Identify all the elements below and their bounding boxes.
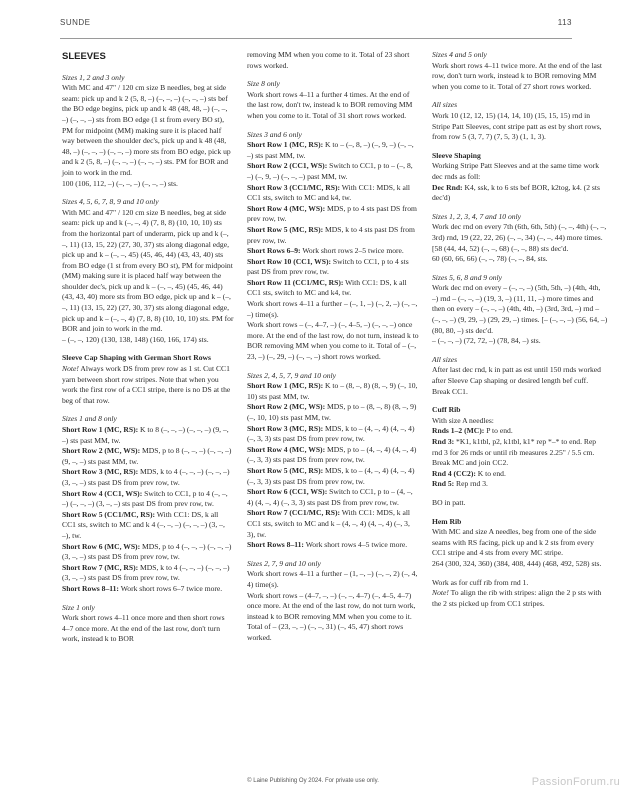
short-row-list — [247, 381, 419, 551]
row-label: Short Rows 8–11: — [247, 540, 304, 550]
row-text: MDS, k to 4 sts past DS from prev row, tw. — [247, 224, 415, 245]
cuff-round — [432, 426, 608, 437]
copyright-footer: © Laine Publishing Oy 2024. For private use only. — [247, 778, 379, 784]
row-text: With CC1: MDS, k all CC1 sts, switch to MC and k – (4, –, 4) (4, –, 4) (–, 3, 3), tw. — [247, 508, 411, 539]
short-row — [247, 445, 419, 466]
row-label: Short Row 2 (MC, WS): — [247, 402, 326, 412]
short-row — [247, 140, 419, 161]
row-label: Short Row 6 (MC, WS): — [62, 541, 141, 551]
row-text: Work short rows 2–5 twice more. — [300, 246, 404, 256]
short-row — [247, 487, 419, 508]
short-row — [247, 204, 419, 225]
note-text: To align the rib with stripes: align the 2 p sts with the 2 sts picked up from CC1 stripes. — [432, 588, 602, 608]
paragraph: Work short rows – (–, 4–7, –) (–, 4–5, –) (–, –, –) once more. At the end of the last row, do not turn, instead k to BOR removing MM when you come to it. Total of – (–, 23, –) (–, 29, –) (–, –, –) short rows worked. — [247, 320, 419, 362]
subheading-bold: Cuff Rib — [432, 405, 461, 415]
row-text: MDS, k to – (4, –, 4) (4, –, 4) (–, 3, 3) sts past DS from prev row, tw. — [247, 465, 415, 486]
row-label: Short Row 4 (MC, WS): — [247, 203, 326, 213]
short-row — [247, 508, 419, 540]
note — [432, 588, 608, 609]
paragraph: With MC and 47" / 120 cm size B needles, beg at side seam: pick up and k (–, –, 4) (7, 8, 8) (10, 10, 10) sts from the horizontal part of underarm, pick up and k (–, –, 11) (13, 15, 22) (27, 30, 37) sts along diagonal edge, pick up and k – (–, –, 45) (45, 46, 44) (43, 43, 40) sts from BO edge (1 st from every BO st), PM for midpoint (MM) making sure it is placed half way between the shoulder dec's, pick up and k – (–, –, 45) (45, 46, 44) (43, 43, 40) more sts from BO edge, pick up and k – (–, –, 11) (13, 15, 22) (27, 30, 37) sts along diagonal edge, pick up and k – (–, –, 4) (7, 8, 8) (10, 10, 10) sts. PM for BOR and join to work in the rnd. — [62, 207, 234, 334]
row-text: MDS, p to – (8, –, 8) (8, –, 9) (–, 10, 10) sts past MM, tw. — [247, 402, 417, 422]
subheading: Sizes 2, 4, 5, 7, 9 and 10 only — [247, 370, 337, 380]
row-label: Dec Rnd: — [432, 182, 463, 192]
paragraph: BO in patt. — [432, 497, 466, 507]
short-row — [62, 563, 234, 584]
row-text: Switch to CC1, p to – (–, 8, –) (–, 9, –) (–, –, –) past MM, tw. — [247, 161, 413, 181]
row-label: Short Row 11 (CC1/MC, RS): — [247, 277, 344, 287]
short-row — [247, 381, 419, 402]
row-label: Short Row 7 (MC, RS): — [62, 562, 139, 572]
row-label: Short Rows 6–9: — [247, 246, 301, 256]
column-3 — [432, 50, 608, 609]
dec-round — [432, 183, 608, 204]
row-label: Short Row 5 (CC1/MC, RS): — [62, 509, 156, 519]
cuff-round-list — [432, 426, 608, 490]
header-divider — [60, 38, 572, 39]
subheading: All sizes — [432, 100, 458, 110]
short-row — [247, 183, 419, 204]
subheading: Sizes 4, 5, 6, 7, 8, 9 and 10 only — [62, 197, 159, 207]
row-label: Short Row 4 (CC1, WS): — [62, 488, 143, 498]
paragraph: Work 10 (12, 12, 15) (14, 14, 10) (15, 15, 15) rnd in Stripe Patt Sleeves, cont stripe patt as est by short rows, from row 5 (3, 7, 7) (7, 5, 3) (1, 1, 3). — [432, 110, 602, 142]
subheading: Sizes 4 and 5 only — [432, 50, 487, 59]
subheading: All sizes — [432, 354, 458, 364]
row-label: Short Rows 8–11: — [62, 583, 119, 593]
row-text: P to end. — [484, 426, 513, 436]
row-text: MDS, k to – (4, –, 4) (4, –, 4) (–, 3, 3) sts past DS from prev row, tw. — [247, 423, 415, 444]
row-text: Switch to CC1, p to – (4, –, 4) (4, –, 4) (–, 3, 3) sts past DS from prev row, tw. — [247, 487, 413, 507]
short-row — [247, 246, 419, 257]
row-text: *K1, k1tbl, p2, k1tbl, k1* rep *–* to end. Rep rnd 3 for 26 rnds or until rib measures 2.25" / 5.5 cm. Break MC and join CC2. — [432, 437, 597, 468]
row-text: Work short rows 6–7 twice more. — [118, 583, 223, 593]
short-row — [62, 510, 234, 542]
short-row — [62, 489, 234, 510]
short-row — [62, 542, 234, 563]
stitch-total: – (–, –, –) (72, 72, –) (78, 84, –) sts. — [432, 336, 541, 346]
row-text: MDS, k to 4 (–, –, –) (–, –, –) (3, –, –) sts past DS from prev row, tw. — [62, 562, 230, 583]
subheading: Size 1 only — [62, 602, 95, 612]
subheading: Size 8 only — [247, 79, 280, 89]
row-label: Short Row 5 (MC, RS): — [247, 224, 324, 234]
page-header — [60, 18, 572, 32]
paragraph: Work short rows 4–11 a further – (–, 1, –) (–, 2, –) (–, –, –) time(s). — [247, 299, 418, 319]
row-text: K to – (–, 8, –) (–, 9, –) (–, –, –) sts past MM, tw. — [247, 140, 414, 160]
paragraph: With MC and size A needles, beg from one of the side seams with RS facing, pick up and k 2 sts from every CC1 stripe and 4 sts from every MC stripe. — [432, 527, 597, 558]
paragraph: Work short rows 4–11 a further – (1, –, –) (–, –, 2) (–, 4, 4) time(s). — [247, 569, 418, 589]
paragraph: Work short rows 4–11 twice more. At the end of the last row, don't turn work, instead k to BOR removing MM when you come to it. Total of 27 short rows worked. — [432, 60, 602, 91]
column-1 — [62, 50, 234, 645]
short-row — [247, 161, 419, 182]
row-label: Short Row 6 (CC1, WS): — [247, 487, 328, 497]
subheading-bold: Sleeve Cap Shaping with German Short Rows — [62, 353, 211, 363]
note — [62, 364, 234, 406]
row-text: MDS, p to 4 (–, –, –) (–, –, –) (3, –, –) sts past DS from prev row, tw. — [62, 541, 232, 562]
short-row — [247, 540, 419, 551]
note-label: Note! — [62, 364, 79, 374]
row-text: K to end. — [475, 468, 506, 478]
subheading-bold: Hem Rib — [432, 516, 462, 526]
cuff-round — [432, 437, 608, 469]
short-row — [247, 402, 419, 423]
section-title: SLEEVES — [62, 51, 106, 62]
row-label: Rnd 5: — [432, 479, 455, 489]
short-row-list — [62, 425, 234, 595]
row-label: Short Row 7 (CC1/MC, RS): — [247, 508, 341, 518]
row-text: Switch to CC1, p to 4 sts past DS from prev row, tw. — [247, 256, 409, 277]
subheading: Sizes 1 and 8 only — [62, 414, 117, 424]
cuff-round — [432, 469, 608, 480]
subheading: Sizes 5, 6, 8 and 9 only — [432, 272, 503, 282]
row-label: Short Row 10 (CC1, WS): — [247, 256, 332, 266]
paragraph: Work dec rnd on every 7th (6th, 6th, 5th) (–, –, 4th) (–, –, 3rd) rnd, 19 (22, 22, 26) (–, –, 34) (–, –, 44) more times. [58 (44, 44, 52) (–, –, 68) (–, –, 88) sts dec'd. — [432, 222, 607, 253]
row-text: Work short rows 4–5 twice more. — [303, 540, 408, 550]
paragraph: With MC and 47" / 120 cm size B needles, beg at side seam: pick up and k 2 (5, 8, –) (–, –, –) (–, –, –) sts bef the BO edge begins, pick up and k 48 (48, 48, –) (–, –, –) (–, –, –) sts from BO edge (1 st from every BO st), PM for midpoint (MM) making sure it is placed half way between the shoulder dec's, pick up and k 48 (48, 48, –) (–, –, –) (–, –, –) more sts from BO edge, pick up and k 2 (5, 8, –) (–, –, –) (–, –, –) sts. PM for BOR and join to work in the rnd. — [62, 83, 231, 177]
stitch-total: 264 (300, 324, 360) (384, 408, 444) (468, 492, 528) sts. — [432, 558, 602, 568]
row-label: Rnd 4 (CC2): — [432, 468, 476, 478]
row-label: Short Row 1 (MC, RS): — [247, 381, 324, 391]
row-label: Short Row 4 (MC, WS): — [247, 444, 326, 454]
subheading: Sizes 2, 7, 9 and 10 only — [247, 558, 321, 568]
short-row — [62, 584, 234, 595]
row-label: Short Row 3 (MC, RS): — [62, 467, 139, 477]
paragraph: Work short rows – (4–7, –, –) (–, –, 4–7) (–, 4–5, 4–7) once more. At the end of the last row, do not turn work, instead k to BOR removing MM when you come to it. Total of – (23, –, –) (–, –, 31) (–, 45, 47) short rows worked. — [247, 590, 416, 642]
short-row — [62, 425, 234, 446]
note-text: Always work DS from prev row as 1 st. Cut CC1 yarn between short row stripes. Note that when you work the first row of a CC1 stripe, there is no DS at the beg of that row. — [62, 364, 231, 405]
paragraph: Work short rows 4–11 a further 4 times. At the end of the last row, don't tw, instead k to BOR removing MM when you come to it. Total of 31 short rows worked. — [247, 89, 413, 120]
paragraph: Work as for cuff rib from rnd 1. — [432, 577, 529, 587]
row-text: With CC1: MDS, k all CC1 sts, switch to MC and k4, tw. — [247, 182, 411, 203]
short-row — [62, 467, 234, 488]
short-row — [247, 257, 419, 278]
paragraph: With size A needles: — [432, 415, 494, 425]
short-row — [247, 424, 419, 445]
row-label: Short Row 1 (MC, RS): — [247, 140, 324, 150]
row-text: Rep rnd 3. — [454, 479, 488, 489]
short-row — [247, 278, 419, 299]
row-text: K4, ssk, k to 6 sts bef BOR, k2tog, k4. (2 sts dec'd) — [432, 182, 600, 203]
cuff-round — [432, 479, 608, 490]
row-text: MDS, k to 4 (–, –, –) (–, –, –) (3, –, –) sts past DS from prev row, tw. — [62, 467, 230, 487]
row-label: Short Row 1 (MC, RS): — [62, 425, 139, 434]
paragraph: Work short rows 4–11 once more and then short rows 4–7 once more. At the end of the last row, don't turn work, instead k to BOR — [62, 613, 225, 644]
row-text: MDS, p to 8 (–, –, –) (–, –, –) (9, –, –) sts past MM, tw. — [62, 446, 232, 466]
stitch-total: 60 (60, 66, 66) (–, –, 78) (–, –, 84, sts. — [432, 254, 548, 264]
page-number: 113 — [557, 18, 572, 27]
short-row — [62, 446, 234, 467]
row-label: Rnd 3: — [432, 437, 455, 446]
row-text: K to 8 (–, –, –) (–, –, –) (9, –, –) sts past MM, tw. — [62, 425, 229, 445]
short-row — [247, 225, 419, 246]
subheading: Sizes 1, 2, 3, 4, 7 and 10 only — [432, 211, 522, 221]
row-label: Rnds 1–2 (MC): — [432, 426, 485, 436]
row-label: Short Row 3 (CC1/MC, RS): — [247, 182, 341, 192]
row-label: Short Row 2 (CC1, WS): — [247, 161, 328, 171]
section-name: SUNDE — [60, 18, 91, 27]
row-label: Short Row 2 (MC, WS): — [62, 446, 141, 456]
stitch-total: 100 (106, 112, –) (–, –, –) (–, –, –) sts. — [62, 178, 178, 188]
row-label: Short Row 5 (MC, RS): — [247, 465, 324, 475]
watermark: PassionForum.ru — [531, 776, 620, 788]
row-text: Switch to CC1, p to 4 (–, –, –) (–, –, –) (3, –, –) sts past DS from prev row, tw. — [62, 488, 228, 509]
row-text: With CC1: DS, k all CC1 sts, switch to MC and k4, tw. — [247, 277, 407, 298]
stitch-total: – (–, –, 120) (130, 138, 148) (160, 166, 174) sts. — [62, 334, 209, 344]
row-text: K to – (8, –, 8) (8, –, 9) (–, 10, 10) sts past MM, tw. — [247, 381, 418, 401]
paragraph: Working Stripe Patt Sleeves and at the same time work dec rnds as foll: — [432, 161, 600, 181]
row-text: With CC1: DS, k all CC1 sts, switch to MC and k 4 (–, –, –) (–, –, –) (3, –, –), tw. — [62, 509, 225, 540]
row-text: MDS, p to – (4, –, 4) (4, –, 4) (–, 3, 3) sts past DS from prev row, tw. — [247, 444, 417, 465]
subheading: Sizes 3 and 6 only — [247, 129, 302, 139]
paragraph: removing MM when you come to it. Total of 23 short rows worked. — [247, 50, 410, 70]
row-text: MDS, p to 4 sts past DS from prev row, tw. — [247, 203, 417, 224]
column-2 — [247, 50, 419, 643]
short-row — [247, 466, 419, 487]
row-label: Short Row 3 (MC, RS): — [247, 423, 324, 433]
paragraph: After last dec rnd, k in patt as est until 150 rnds worked after Sleeve Cap shaping or desired length bef cuff. Break CC1. — [432, 365, 601, 396]
paragraph: Work dec rnd on every – (–, –, –) (5th, 5th, –) (4th, 4th, –) rnd – (–, –, –) (19, 3, –) (11, 11, –) more times and then on every – (–, –, –) (4th, 4th, –) (3rd, 3rd, –) rnd – (–, –, –) (9, 29, –) (29, 29, –) times. [– (–, –, –) (56, 64, –) (80, 80, –) sts dec'd. — [432, 283, 608, 335]
note-label: Note! — [432, 588, 449, 598]
short-row-list — [247, 140, 419, 299]
subheading: Sizes 1, 2 and 3 only — [62, 72, 125, 82]
subheading-bold: Sleeve Shaping — [432, 150, 481, 160]
